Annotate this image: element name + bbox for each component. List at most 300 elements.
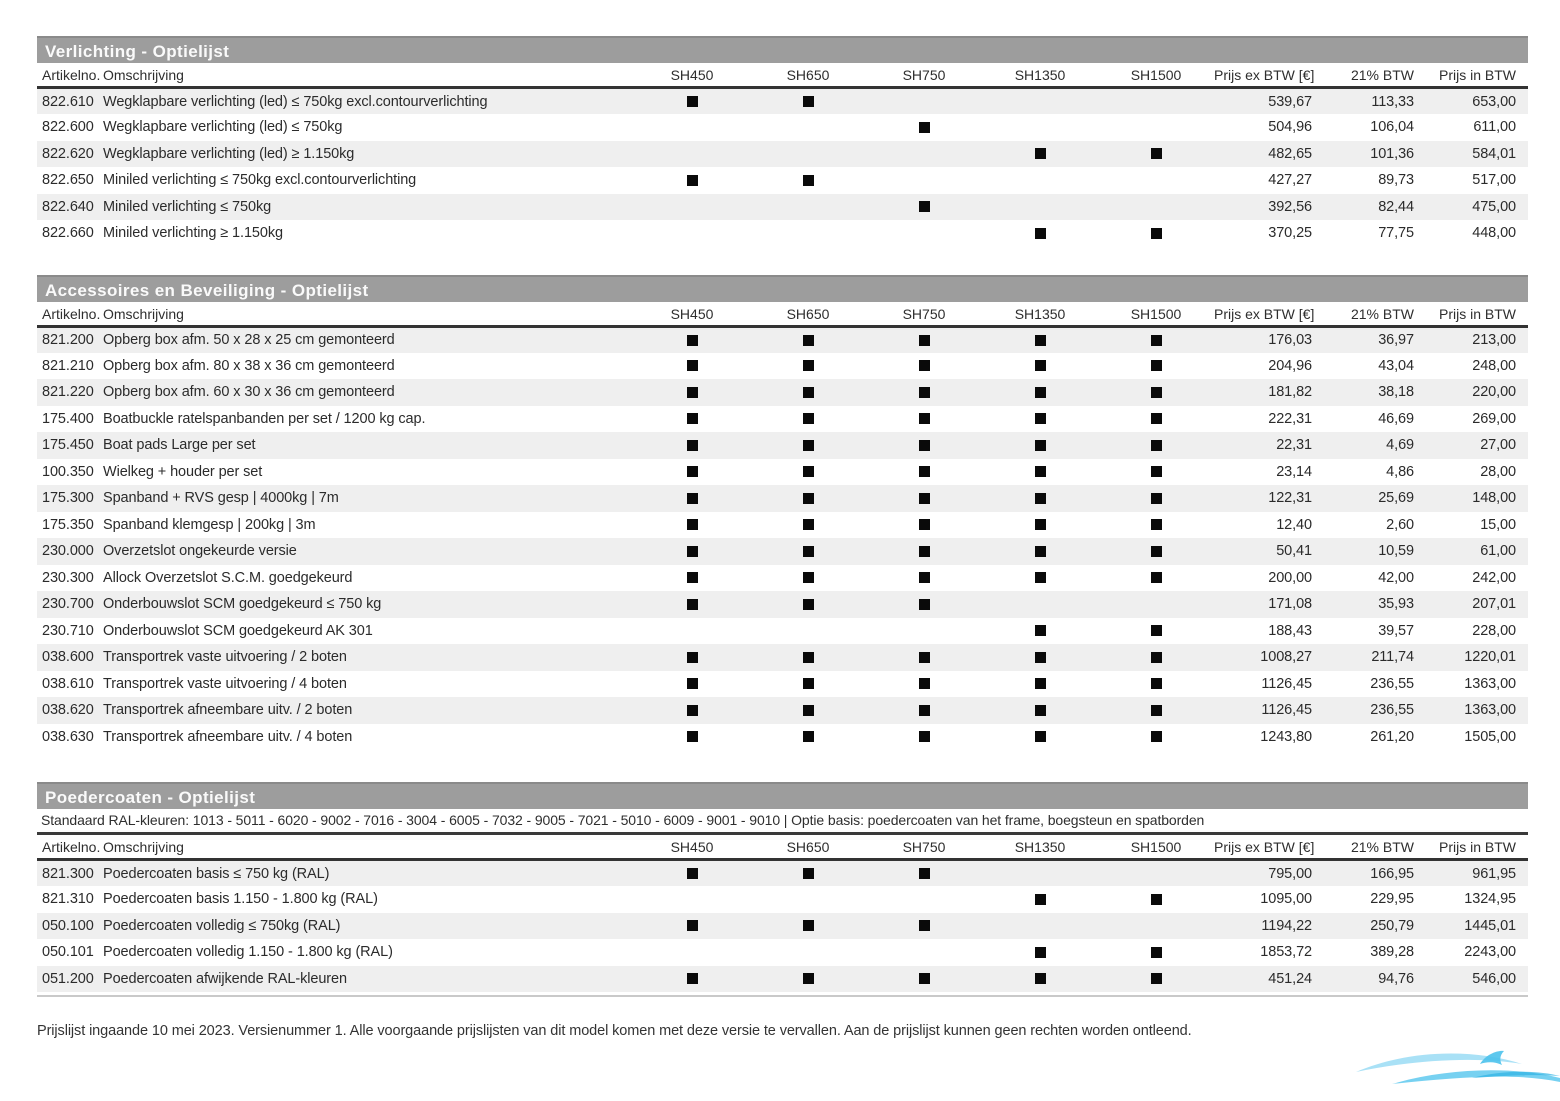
checked-square-icon [919, 705, 930, 716]
header-row [37, 835, 1528, 860]
price-in-btw-cell: 15,00 [1480, 516, 1516, 533]
column-header-artikelno: Artikelno. [37, 835, 103, 860]
btw-amount-cell: 82,44 [1378, 198, 1414, 215]
btw-amount-cell: 4,69 [1386, 437, 1414, 454]
price-in-btw-cell: 61,00 [1480, 543, 1516, 560]
btw-amount-cell: 106,04 [1370, 119, 1414, 136]
artikelno-cell: 100.350 [42, 463, 94, 480]
checked-square-icon [1035, 652, 1046, 663]
checked-square-icon [687, 335, 698, 346]
price-in-btw-cell: 1445,01 [1464, 917, 1516, 934]
artikelno-cell: 175.400 [42, 410, 94, 427]
model-check-cell-sh650 [750, 432, 866, 459]
price-in-btw-cell: 653,00 [1472, 93, 1516, 110]
omschrijving-cell: Transportrek afneembare uitv. / 4 boten [103, 728, 353, 745]
checked-square-icon [919, 201, 930, 212]
model-check-cell-sh1500 [1098, 565, 1214, 592]
artikelno-cell: 175.450 [42, 437, 94, 454]
omschrijving-cell: Poedercoaten volledig ≤ 750kg (RAL) [103, 917, 341, 934]
btw-amount-cell: 46,69 [1378, 410, 1414, 427]
checked-square-icon [919, 440, 930, 451]
model-check-cell-sh1500 [1098, 724, 1214, 751]
model-check-cell-sh750 [866, 886, 982, 913]
checked-square-icon [1151, 705, 1162, 716]
checked-square-icon [1151, 894, 1162, 905]
model-check-cell-sh450 [634, 966, 750, 993]
checked-square-icon [919, 493, 930, 504]
checked-square-icon [1035, 572, 1046, 583]
price-in-btw-cell: 475,00 [1472, 198, 1516, 215]
column-header-sh650: SH650 [750, 835, 866, 860]
price-ex-btw-cell: 222,31 [1268, 410, 1312, 427]
column-header-prijs-in: Prijs in BTW [1422, 302, 1528, 327]
model-check-cell-sh750 [866, 485, 982, 512]
model-check-cell-sh650 [750, 966, 866, 993]
model-check-cell-sh750 [866, 724, 982, 751]
model-check-cell-sh650 [750, 860, 866, 887]
omschrijving-cell: Onderbouwslot SCM goedgekeurd AK 301 [103, 622, 373, 639]
checked-square-icon [919, 546, 930, 557]
model-check-cell-sh1350 [982, 860, 1098, 887]
omschrijving-cell: Opberg box afm. 60 x 30 x 36 cm gemonteerd [103, 384, 395, 401]
table-row [37, 141, 1528, 168]
header-row [37, 302, 1528, 327]
model-check-cell-sh1500 [1098, 966, 1214, 993]
btw-amount-cell: 101,36 [1370, 145, 1414, 162]
checked-square-icon [1035, 228, 1046, 239]
omschrijving-cell: Poedercoaten basis ≤ 750 kg (RAL) [103, 865, 330, 882]
price-ex-btw-cell: 1126,45 [1261, 702, 1312, 719]
price-ex-btw-cell: 12,40 [1276, 516, 1312, 533]
checked-square-icon [919, 868, 930, 879]
price-in-btw-cell: 448,00 [1472, 225, 1516, 242]
price-ex-btw-cell: 122,31 [1268, 490, 1312, 507]
checked-square-icon [1151, 148, 1162, 159]
checked-square-icon [1035, 466, 1046, 477]
model-check-cell-sh750 [866, 194, 982, 221]
column-header-sh450: SH450 [634, 835, 750, 860]
wave-logo [1352, 1042, 1560, 1101]
price-ex-btw-cell: 23,14 [1276, 463, 1312, 480]
price-in-btw-cell: 517,00 [1472, 172, 1516, 189]
model-check-cell-sh450 [634, 886, 750, 913]
artikelno-cell: 038.630 [42, 728, 94, 745]
price-ex-btw-cell: 188,43 [1268, 622, 1312, 639]
price-ex-btw-cell: 22,31 [1276, 437, 1312, 454]
column-header-sh650: SH650 [750, 302, 866, 327]
model-check-cell-sh750 [866, 114, 982, 141]
model-check-cell-sh650 [750, 886, 866, 913]
checked-square-icon [803, 466, 814, 477]
checked-square-icon [919, 413, 930, 424]
model-check-cell-sh1500 [1098, 939, 1214, 966]
model-check-cell-sh1500 [1098, 194, 1214, 221]
omschrijving-cell: Opberg box afm. 50 x 28 x 25 cm gemonteerd [103, 332, 395, 348]
omschrijving-cell: Poedercoaten afwijkende RAL-kleuren [103, 970, 347, 987]
checked-square-icon [803, 973, 814, 984]
checked-square-icon [919, 519, 930, 530]
price-in-btw-cell: 248,00 [1472, 357, 1516, 374]
checked-square-icon [1151, 947, 1162, 958]
checked-square-icon [687, 546, 698, 557]
btw-amount-cell: 113,33 [1371, 93, 1414, 110]
checked-square-icon [1151, 731, 1162, 742]
price-ex-btw-cell: 1194,22 [1261, 917, 1312, 934]
price-ex-btw-cell: 392,56 [1268, 198, 1312, 215]
checked-square-icon [1151, 440, 1162, 451]
table-title-bar [37, 36, 1528, 63]
artikelno-cell: 050.100 [42, 917, 94, 934]
model-check-cell-sh450 [634, 114, 750, 141]
price-ex-btw-cell: 539,67 [1268, 93, 1312, 110]
price-in-btw-cell: 1505,00 [1464, 728, 1516, 745]
artikelno-cell: 051.200 [42, 970, 94, 987]
table-row [37, 538, 1528, 565]
checked-square-icon [1151, 652, 1162, 663]
model-check-cell-sh650 [750, 485, 866, 512]
table-title: Verlichting - Optielijst [45, 42, 230, 61]
table-row [37, 618, 1528, 645]
checked-square-icon [687, 387, 698, 398]
model-check-cell-sh750 [866, 671, 982, 698]
checked-square-icon [919, 387, 930, 398]
model-check-cell-sh650 [750, 353, 866, 380]
price-in-btw-cell: 546,00 [1472, 970, 1516, 987]
model-check-cell-sh450 [634, 538, 750, 565]
model-check-cell-sh1500 [1098, 644, 1214, 671]
table-row [37, 697, 1528, 724]
model-check-cell-sh450 [634, 512, 750, 539]
checked-square-icon [919, 652, 930, 663]
btw-amount-cell: 211,74 [1371, 649, 1414, 666]
checked-square-icon [687, 678, 698, 689]
price-in-btw-cell: 611,00 [1473, 119, 1516, 136]
checked-square-icon [687, 493, 698, 504]
checked-square-icon [687, 96, 698, 107]
checked-square-icon [803, 599, 814, 610]
option-price-table [37, 302, 1528, 751]
model-check-cell-sh750 [866, 406, 982, 433]
table-row [37, 167, 1528, 194]
checked-square-icon [803, 440, 814, 451]
column-header-prijs-ex: Prijs ex BTW [€] [1214, 63, 1322, 88]
model-check-cell-sh1500 [1098, 432, 1214, 459]
checked-square-icon [919, 599, 930, 610]
header-row [37, 63, 1528, 88]
column-header-sh1500: SH1500 [1098, 835, 1214, 860]
checked-square-icon [1035, 519, 1046, 530]
column-header-sh650: SH650 [750, 63, 866, 88]
checked-square-icon [1035, 731, 1046, 742]
omschrijving-cell: Poedercoaten volledig 1.150 - 1.800 kg (RAL) [103, 944, 393, 961]
checked-square-icon [1035, 413, 1046, 424]
checked-square-icon [687, 868, 698, 879]
column-header-prijs-in: Prijs in BTW [1422, 63, 1528, 88]
price-ex-btw-cell: 795,00 [1268, 865, 1312, 882]
price-in-btw-cell: 27,00 [1480, 437, 1516, 454]
checked-square-icon [1035, 894, 1046, 905]
column-header-artikelno: Artikelno. [37, 63, 103, 88]
artikelno-cell: 822.640 [42, 198, 94, 215]
checked-square-icon [1035, 625, 1046, 636]
model-check-cell-sh650 [750, 913, 866, 940]
table-row [37, 88, 1528, 115]
omschrijving-cell: Miniled verlichting ≥ 1.150kg [103, 225, 283, 242]
table-row [37, 353, 1528, 380]
checked-square-icon [1151, 546, 1162, 557]
checked-square-icon [803, 519, 814, 530]
price-list-content [37, 36, 1528, 1039]
omschrijving-cell: Spanband klemgesp | 200kg | 3m [103, 516, 316, 533]
model-check-cell-sh1350 [982, 618, 1098, 645]
artikelno-cell: 821.210 [42, 357, 94, 374]
btw-amount-cell: 77,75 [1378, 225, 1414, 242]
table-row [37, 565, 1528, 592]
omschrijving-cell: Transportrek vaste uitvoering / 4 boten [103, 675, 347, 692]
model-check-cell-sh750 [866, 88, 982, 115]
table-row [37, 194, 1528, 221]
table-title-bar [37, 275, 1528, 302]
model-check-cell-sh1350 [982, 141, 1098, 168]
model-check-cell-sh750 [866, 141, 982, 168]
model-check-cell-sh1500 [1098, 379, 1214, 406]
omschrijving-cell: Opberg box afm. 80 x 38 x 36 cm gemonteerd [103, 357, 395, 374]
footer-divider [37, 995, 1528, 997]
omschrijving-cell: Wegklapbare verlichting (led) ≤ 750kg [103, 119, 343, 136]
checked-square-icon [803, 413, 814, 424]
table-title: Poedercoaten - Optielijst [45, 788, 256, 807]
options-table-2 [37, 275, 1528, 751]
table-row [37, 485, 1528, 512]
btw-amount-cell: 2,60 [1386, 516, 1414, 533]
table-row [37, 913, 1528, 940]
model-check-cell-sh1500 [1098, 618, 1214, 645]
column-header-omschrijving: Omschrijving [103, 302, 634, 327]
model-check-cell-sh1350 [982, 671, 1098, 698]
table-title-bar [37, 782, 1528, 809]
model-check-cell-sh1500 [1098, 886, 1214, 913]
btw-amount-cell: 89,73 [1378, 172, 1414, 189]
checked-square-icon [1035, 973, 1046, 984]
model-check-cell-sh450 [634, 671, 750, 698]
model-check-cell-sh450 [634, 379, 750, 406]
artikelno-cell: 230.300 [42, 569, 94, 586]
price-ex-btw-cell: 451,24 [1268, 970, 1312, 987]
price-ex-btw-cell: 482,65 [1268, 145, 1312, 162]
option-price-table [37, 63, 1528, 247]
checked-square-icon [1151, 973, 1162, 984]
price-in-btw-cell: 1363,00 [1464, 675, 1516, 692]
checked-square-icon [687, 413, 698, 424]
price-in-btw-cell: 961,95 [1472, 865, 1516, 882]
price-ex-btw-cell: 1126,45 [1261, 675, 1312, 692]
checked-square-icon [803, 96, 814, 107]
model-check-cell-sh650 [750, 194, 866, 221]
btw-amount-cell: 236,55 [1370, 675, 1414, 692]
checked-square-icon [1151, 625, 1162, 636]
checked-square-icon [919, 122, 930, 133]
checked-square-icon [803, 868, 814, 879]
checked-square-icon [1035, 705, 1046, 716]
model-check-cell-sh1500 [1098, 114, 1214, 141]
model-check-cell-sh650 [750, 512, 866, 539]
column-header-prijs-in: Prijs in BTW [1422, 835, 1528, 860]
model-check-cell-sh650 [750, 220, 866, 247]
checked-square-icon [687, 652, 698, 663]
model-check-cell-sh650 [750, 724, 866, 751]
model-check-cell-sh750 [866, 913, 982, 940]
model-check-cell-sh650 [750, 697, 866, 724]
omschrijving-cell: Boat pads Large per set [103, 437, 256, 454]
price-in-btw-cell: 584,01 [1472, 145, 1516, 162]
model-check-cell-sh1500 [1098, 697, 1214, 724]
model-check-cell-sh1350 [982, 565, 1098, 592]
omschrijving-cell: Wegklapbare verlichting (led) ≤ 750kg excl.contourverlichting [103, 93, 488, 110]
model-check-cell-sh450 [634, 194, 750, 221]
options-table-3 [37, 782, 1528, 992]
price-in-btw-cell: 207,01 [1472, 596, 1516, 613]
checked-square-icon [687, 731, 698, 742]
checked-square-icon [919, 731, 930, 742]
column-header-sh750: SH750 [866, 835, 982, 860]
model-check-cell-sh1350 [982, 406, 1098, 433]
model-check-cell-sh750 [866, 538, 982, 565]
artikelno-cell: 175.350 [42, 516, 94, 533]
model-check-cell-sh650 [750, 644, 866, 671]
model-check-cell-sh1350 [982, 194, 1098, 221]
price-ex-btw-cell: 50,41 [1276, 543, 1312, 560]
column-header-sh1500: SH1500 [1098, 63, 1214, 88]
options-table-1 [37, 36, 1528, 247]
checked-square-icon [687, 175, 698, 186]
checked-square-icon [1035, 493, 1046, 504]
model-check-cell-sh1500 [1098, 326, 1214, 353]
table-row [37, 966, 1528, 993]
model-check-cell-sh450 [634, 485, 750, 512]
column-header-omschrijving: Omschrijving [103, 63, 634, 88]
artikelno-cell: 038.610 [42, 675, 94, 692]
model-check-cell-sh1500 [1098, 860, 1214, 887]
table-row [37, 724, 1528, 751]
checked-square-icon [919, 973, 930, 984]
checked-square-icon [919, 572, 930, 583]
artikelno-cell: 822.650 [42, 172, 94, 189]
model-check-cell-sh1500 [1098, 459, 1214, 486]
model-check-cell-sh1350 [982, 459, 1098, 486]
price-in-btw-cell: 1363,00 [1464, 702, 1516, 719]
table-row [37, 406, 1528, 433]
table-row [37, 939, 1528, 966]
artikelno-cell: 050.101 [42, 944, 94, 961]
omschrijving-cell: Transportrek vaste uitvoering / 2 boten [103, 649, 347, 666]
model-check-cell-sh650 [750, 114, 866, 141]
btw-amount-cell: 35,93 [1378, 596, 1414, 613]
model-check-cell-sh450 [634, 618, 750, 645]
checked-square-icon [1151, 519, 1162, 530]
model-check-cell-sh1500 [1098, 591, 1214, 618]
price-in-btw-cell: 2243,00 [1464, 944, 1516, 961]
table-row [37, 644, 1528, 671]
price-ex-btw-cell: 171,08 [1268, 596, 1312, 613]
table-row [37, 114, 1528, 141]
checked-square-icon [687, 572, 698, 583]
model-check-cell-sh750 [866, 353, 982, 380]
artikelno-cell: 038.620 [42, 702, 94, 719]
omschrijving-cell: Poedercoaten basis 1.150 - 1.800 kg (RAL) [103, 891, 378, 908]
model-check-cell-sh1350 [982, 326, 1098, 353]
model-check-cell-sh1500 [1098, 88, 1214, 115]
table-row [37, 860, 1528, 887]
checked-square-icon [803, 546, 814, 557]
artikelno-cell: 822.660 [42, 225, 94, 242]
price-ex-btw-cell: 504,96 [1268, 119, 1312, 136]
model-check-cell-sh750 [866, 860, 982, 887]
omschrijving-cell: Allock Overzetslot S.C.M. goedgekeurd [103, 569, 353, 586]
checked-square-icon [687, 920, 698, 931]
checked-square-icon [919, 466, 930, 477]
price-in-btw-cell: 269,00 [1472, 410, 1516, 427]
checked-square-icon [1151, 387, 1162, 398]
model-check-cell-sh1500 [1098, 141, 1214, 168]
model-check-cell-sh650 [750, 565, 866, 592]
model-check-cell-sh1350 [982, 538, 1098, 565]
checked-square-icon [1035, 335, 1046, 346]
model-check-cell-sh450 [634, 141, 750, 168]
artikelno-cell: 038.600 [42, 649, 94, 666]
model-check-cell-sh450 [634, 326, 750, 353]
footer-note: Prijslijst ingaande 10 mei 2023. Versienummer 1. Alle voorgaande prijslijsten van dit model komen met deze versie te vervallen. Aan de prijslijst kunnen geen rechten worden ontleend. [37, 1023, 1192, 1039]
model-check-cell-sh1350 [982, 886, 1098, 913]
model-check-cell-sh650 [750, 167, 866, 194]
model-check-cell-sh650 [750, 538, 866, 565]
table-row [37, 326, 1528, 353]
btw-amount-cell: 236,55 [1370, 702, 1414, 719]
checked-square-icon [803, 360, 814, 371]
table-row [37, 220, 1528, 247]
checked-square-icon [1035, 387, 1046, 398]
checked-square-icon [687, 466, 698, 477]
omschrijving-cell: Onderbouwslot SCM goedgekeurd ≤ 750 kg [103, 596, 382, 613]
checked-square-icon [687, 599, 698, 610]
model-check-cell-sh450 [634, 406, 750, 433]
model-check-cell-sh750 [866, 432, 982, 459]
model-check-cell-sh1350 [982, 220, 1098, 247]
model-check-cell-sh450 [634, 432, 750, 459]
model-check-cell-sh750 [866, 379, 982, 406]
model-check-cell-sh750 [866, 939, 982, 966]
artikelno-cell: 230.000 [42, 543, 94, 560]
model-check-cell-sh650 [750, 406, 866, 433]
omschrijving-cell: Transportrek afneembare uitv. / 2 boten [103, 702, 353, 719]
checked-square-icon [687, 519, 698, 530]
artikelno-cell: 175.300 [42, 490, 94, 507]
price-in-btw-cell: 242,00 [1472, 569, 1516, 586]
model-check-cell-sh450 [634, 644, 750, 671]
model-check-cell-sh450 [634, 167, 750, 194]
table-row [37, 591, 1528, 618]
model-check-cell-sh450 [634, 565, 750, 592]
model-check-cell-sh450 [634, 220, 750, 247]
checked-square-icon [803, 705, 814, 716]
column-header-artikelno: Artikelno. [37, 302, 103, 327]
btw-amount-cell: 229,95 [1370, 891, 1414, 908]
model-check-cell-sh1500 [1098, 512, 1214, 539]
column-header-btw: 21% BTW [1322, 63, 1422, 88]
omschrijving-cell: Miniled verlichting ≤ 750kg excl.contourverlichting [103, 172, 417, 189]
column-header-sh750: SH750 [866, 302, 982, 327]
checked-square-icon [1035, 546, 1046, 557]
model-check-cell-sh1350 [982, 697, 1098, 724]
